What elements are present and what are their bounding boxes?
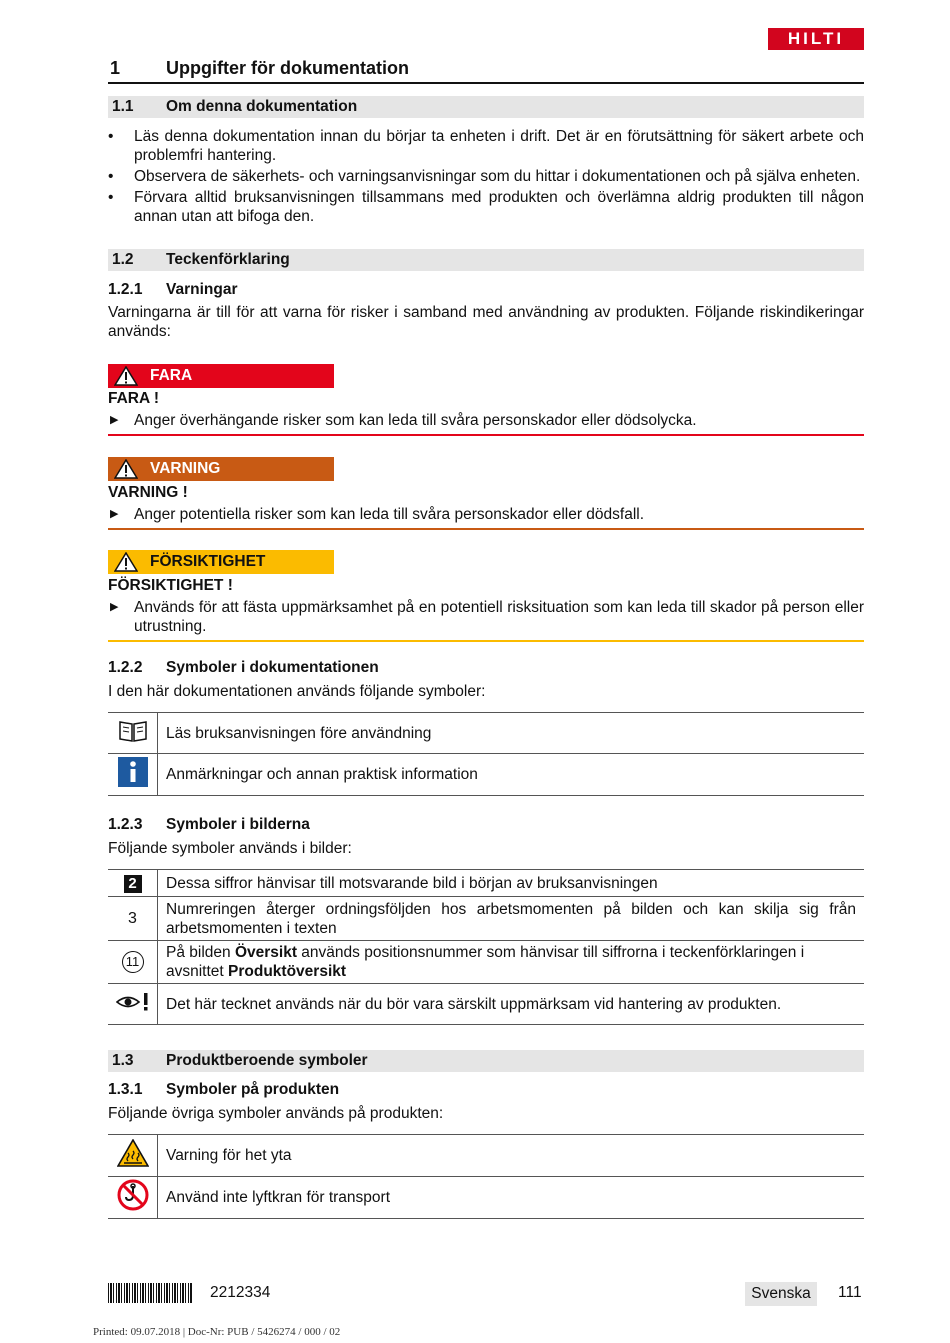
symbols-pictures-table bbox=[108, 869, 864, 1025]
table-row bbox=[108, 1135, 864, 1177]
bullet-item: • Observera de säkerhets- och varningsanvisningar som du hittar i dokumentationen och på själva enheten. bbox=[108, 167, 864, 186]
no-crane-icon bbox=[117, 1179, 149, 1211]
heading-1-2-1 bbox=[108, 280, 864, 300]
symbols-doc-table bbox=[108, 712, 864, 796]
eye-attention-icon bbox=[116, 991, 150, 1013]
step-number-icon: 3 bbox=[128, 910, 137, 927]
warning-text: Anger potentiella risker som kan leda till svåra personskador eller dödsfall. bbox=[134, 506, 645, 523]
symbol-cell bbox=[108, 1177, 158, 1219]
desc-part: används positionsnummer som hänvisar till siffrorna i teckenförklaringen i avsnittet bbox=[166, 944, 805, 980]
warning-triangle-icon bbox=[114, 552, 138, 572]
warning-title: VARNING ! bbox=[108, 484, 188, 501]
section-heading-1 bbox=[108, 58, 864, 84]
table-row bbox=[108, 984, 864, 1025]
symbols-doc-intro: I den här dokumentationen används följande symboler: bbox=[108, 683, 486, 700]
heading-title: Symboler på produkten bbox=[166, 1081, 340, 1098]
heading-title: Symboler i dokumentationen bbox=[166, 659, 379, 676]
symbol-cell bbox=[108, 984, 158, 1025]
heading-number: 1.2.2 bbox=[108, 659, 143, 676]
caution-label: FÖRSIKTIGHET bbox=[150, 553, 266, 570]
arrow-icon: ▶ bbox=[110, 601, 119, 613]
warning-title-text: VARNING bbox=[108, 484, 179, 501]
heading-1-2-3 bbox=[108, 815, 864, 835]
symbol-cell bbox=[108, 713, 158, 754]
table-row bbox=[108, 870, 864, 897]
symbols-pictures-intro: Följande symboler används i bilder: bbox=[108, 840, 352, 857]
section-number: 1 bbox=[110, 58, 121, 78]
section-title: Uppgifter för dokumentation bbox=[166, 58, 409, 78]
symbol-cell bbox=[108, 897, 158, 941]
table-row bbox=[108, 1177, 864, 1219]
warning-body bbox=[108, 505, 864, 530]
heading-1-3 bbox=[108, 1050, 864, 1072]
caution-bar bbox=[108, 550, 334, 574]
desc-part: På bilden bbox=[166, 944, 235, 961]
warning-triangle-icon bbox=[114, 366, 138, 386]
info-icon bbox=[118, 757, 148, 787]
symbol-description: Varning för het yta bbox=[158, 1135, 865, 1177]
table-row bbox=[108, 754, 864, 796]
symbol-description: Läs bruksanvisningen före användning bbox=[158, 713, 865, 754]
product-symbols-intro: Följande övriga symboler används på produkten: bbox=[108, 1105, 444, 1122]
hot-surface-icon bbox=[117, 1139, 149, 1167]
symbol-description: Det här tecknet används när du bör vara särskilt uppmärksam vid hantering av produkten. bbox=[158, 984, 865, 1025]
heading-title: Produktberoende symboler bbox=[166, 1052, 368, 1069]
heading-1-1 bbox=[108, 96, 864, 118]
hilti-logo: HILTI bbox=[768, 28, 864, 50]
doc-code: 2212334 bbox=[210, 1284, 271, 1301]
heading-1-2-2 bbox=[108, 658, 864, 678]
danger-title: FARA ! bbox=[108, 390, 160, 407]
symbol-description bbox=[158, 941, 865, 984]
warnings-intro: Varningarna är till för att varna för risker i samband med användning av produkten. Följande riskindikeringar används: bbox=[108, 304, 864, 340]
heading-number: 1.3 bbox=[112, 1052, 134, 1069]
page-number: 111 bbox=[838, 1284, 862, 1301]
table-row bbox=[108, 941, 864, 984]
desc-bold: Översikt bbox=[234, 944, 297, 961]
danger-title-text: FARA bbox=[108, 390, 150, 407]
danger-bar bbox=[108, 364, 334, 388]
caution-body bbox=[108, 598, 864, 642]
figure-number-icon: 2 bbox=[124, 875, 142, 893]
heading-title: Om denna dokumentation bbox=[166, 98, 358, 115]
book-icon bbox=[118, 719, 148, 743]
heading-1-3-1 bbox=[108, 1080, 864, 1100]
symbol-cell bbox=[108, 1135, 158, 1177]
bullet-item: • Förvara alltid bruksanvisningen tillsammans med produkten och överlämna aldrig produkten till någon annan utan att bifoga den. bbox=[108, 188, 864, 226]
symbol-cell bbox=[108, 754, 158, 796]
danger-text: Anger överhängande risker som kan leda till svåra personskador eller dödsolycka. bbox=[134, 412, 697, 429]
caution-title: FÖRSIKTIGHET ! bbox=[108, 577, 233, 594]
product-symbols-table bbox=[108, 1134, 864, 1219]
arrow-icon: ▶ bbox=[110, 414, 119, 426]
barcode bbox=[108, 1283, 192, 1303]
table-row bbox=[108, 897, 864, 941]
warning-label: VARNING bbox=[150, 460, 221, 477]
heading-number: 1.1 bbox=[112, 98, 134, 115]
heading-title: Symboler i bilderna bbox=[166, 816, 310, 833]
bullet-item: • Läs denna dokumentation innan du börjar ta enheten i drift. Det är en förutsättning för säkert arbete och problemfri hantering. bbox=[108, 127, 864, 165]
heading-title: Varningar bbox=[166, 281, 238, 298]
language-badge: Svenska bbox=[745, 1282, 817, 1306]
printed-info: Printed: 09.07.2018 | Doc-Nr: PUB / 5426274 / 000 / 02 bbox=[93, 1326, 341, 1338]
heading-1-2 bbox=[108, 249, 864, 271]
desc-bold: Produktöversikt bbox=[228, 963, 347, 980]
symbol-cell bbox=[108, 870, 158, 897]
symbol-cell bbox=[108, 941, 158, 984]
warning-bar bbox=[108, 457, 334, 481]
heading-title: Teckenförklaring bbox=[166, 251, 290, 268]
danger-body bbox=[108, 411, 864, 436]
symbol-description: Anmärkningar och annan praktisk information bbox=[158, 754, 865, 796]
heading-number: 1.3.1 bbox=[108, 1081, 143, 1098]
warning-triangle-icon bbox=[114, 459, 138, 479]
heading-number: 1.2.3 bbox=[108, 816, 143, 833]
heading-number: 1.2.1 bbox=[108, 281, 143, 298]
heading-number: 1.2 bbox=[112, 251, 134, 268]
table-row bbox=[108, 713, 864, 754]
position-number-icon: 11 bbox=[122, 951, 144, 973]
doc-bullets bbox=[108, 127, 864, 228]
danger-label: FARA bbox=[150, 367, 193, 384]
symbol-description: Använd inte lyftkran för transport bbox=[158, 1177, 865, 1219]
caution-text: Används för att fästa uppmärksamhet på en potentiell risksituation som kan leda till skador på person eller utrustning. bbox=[134, 599, 864, 635]
symbol-description: Numreringen återger ordningsföljden hos arbetsmomenten på bilden och kan skilja sig från arbetsmomenten i texten bbox=[158, 897, 865, 941]
arrow-icon: ▶ bbox=[110, 508, 119, 520]
symbol-description: Dessa siffror hänvisar till motsvarande bild i början av bruksanvisningen bbox=[158, 870, 865, 897]
caution-title-text: FÖRSIKTIGHET bbox=[108, 577, 224, 594]
